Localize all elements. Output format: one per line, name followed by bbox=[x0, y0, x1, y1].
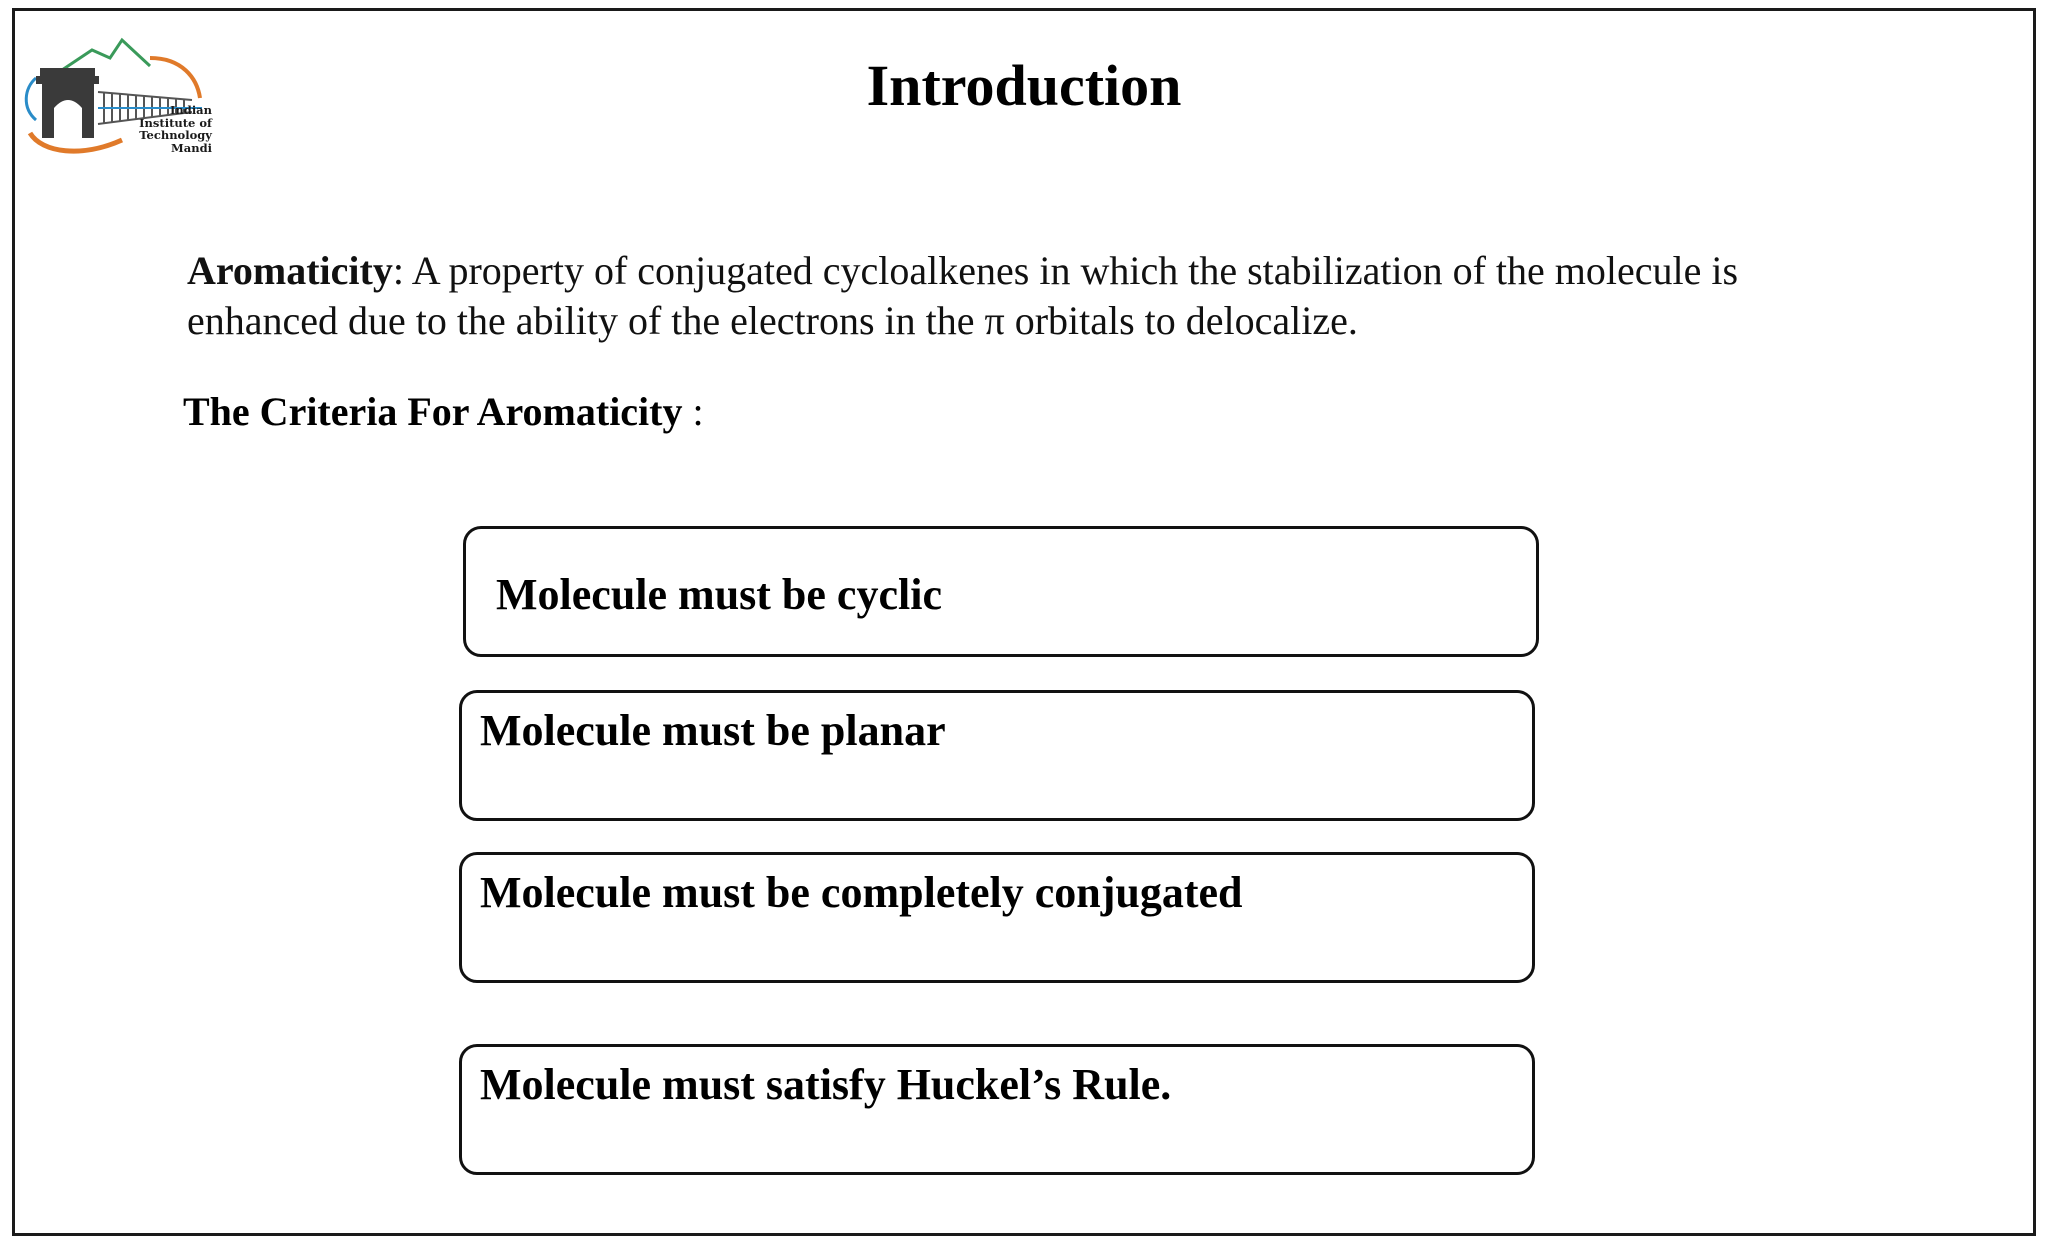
criteria-heading bbox=[183, 388, 704, 435]
definition-text-1: A property of conjugated cycloalkenes in which the stabilization of the molecule is bbox=[411, 248, 1739, 293]
criterion-text-conjugated: Molecule must be completely conjugated bbox=[480, 868, 1243, 917]
criterion-text-planar: Molecule must be planar bbox=[480, 706, 946, 755]
criterion-box-planar bbox=[459, 690, 1535, 821]
slide-title: Introduction bbox=[866, 53, 1182, 118]
logo-line-indian: Indian bbox=[170, 103, 212, 117]
criterion-box-cyclic bbox=[463, 526, 1539, 657]
definition-term: Aromaticity bbox=[187, 248, 393, 293]
criterion-text-huckel: Molecule must satisfy Huckel’s Rule. bbox=[480, 1060, 1172, 1109]
criterion-box-conjugated bbox=[459, 852, 1535, 983]
aromaticity-definition bbox=[187, 246, 1887, 346]
criteria-heading-colon: : bbox=[682, 389, 704, 434]
definition-text-2: enhanced due to the ability of the electrons in the π orbitals to delocalize. bbox=[187, 298, 1358, 343]
definition-separator: : bbox=[392, 248, 404, 293]
definition-line-1 bbox=[187, 246, 1887, 296]
criterion-box-huckel bbox=[459, 1044, 1535, 1175]
logo-line-technology: Technology bbox=[139, 128, 212, 142]
logo-line-institute: Institute of bbox=[139, 115, 212, 130]
criterion-text-cyclic: Molecule must be cyclic bbox=[496, 570, 942, 619]
logo-line-mandi: Mandi bbox=[171, 140, 212, 155]
criteria-heading-text: The Criteria For Aromaticity bbox=[183, 389, 683, 434]
